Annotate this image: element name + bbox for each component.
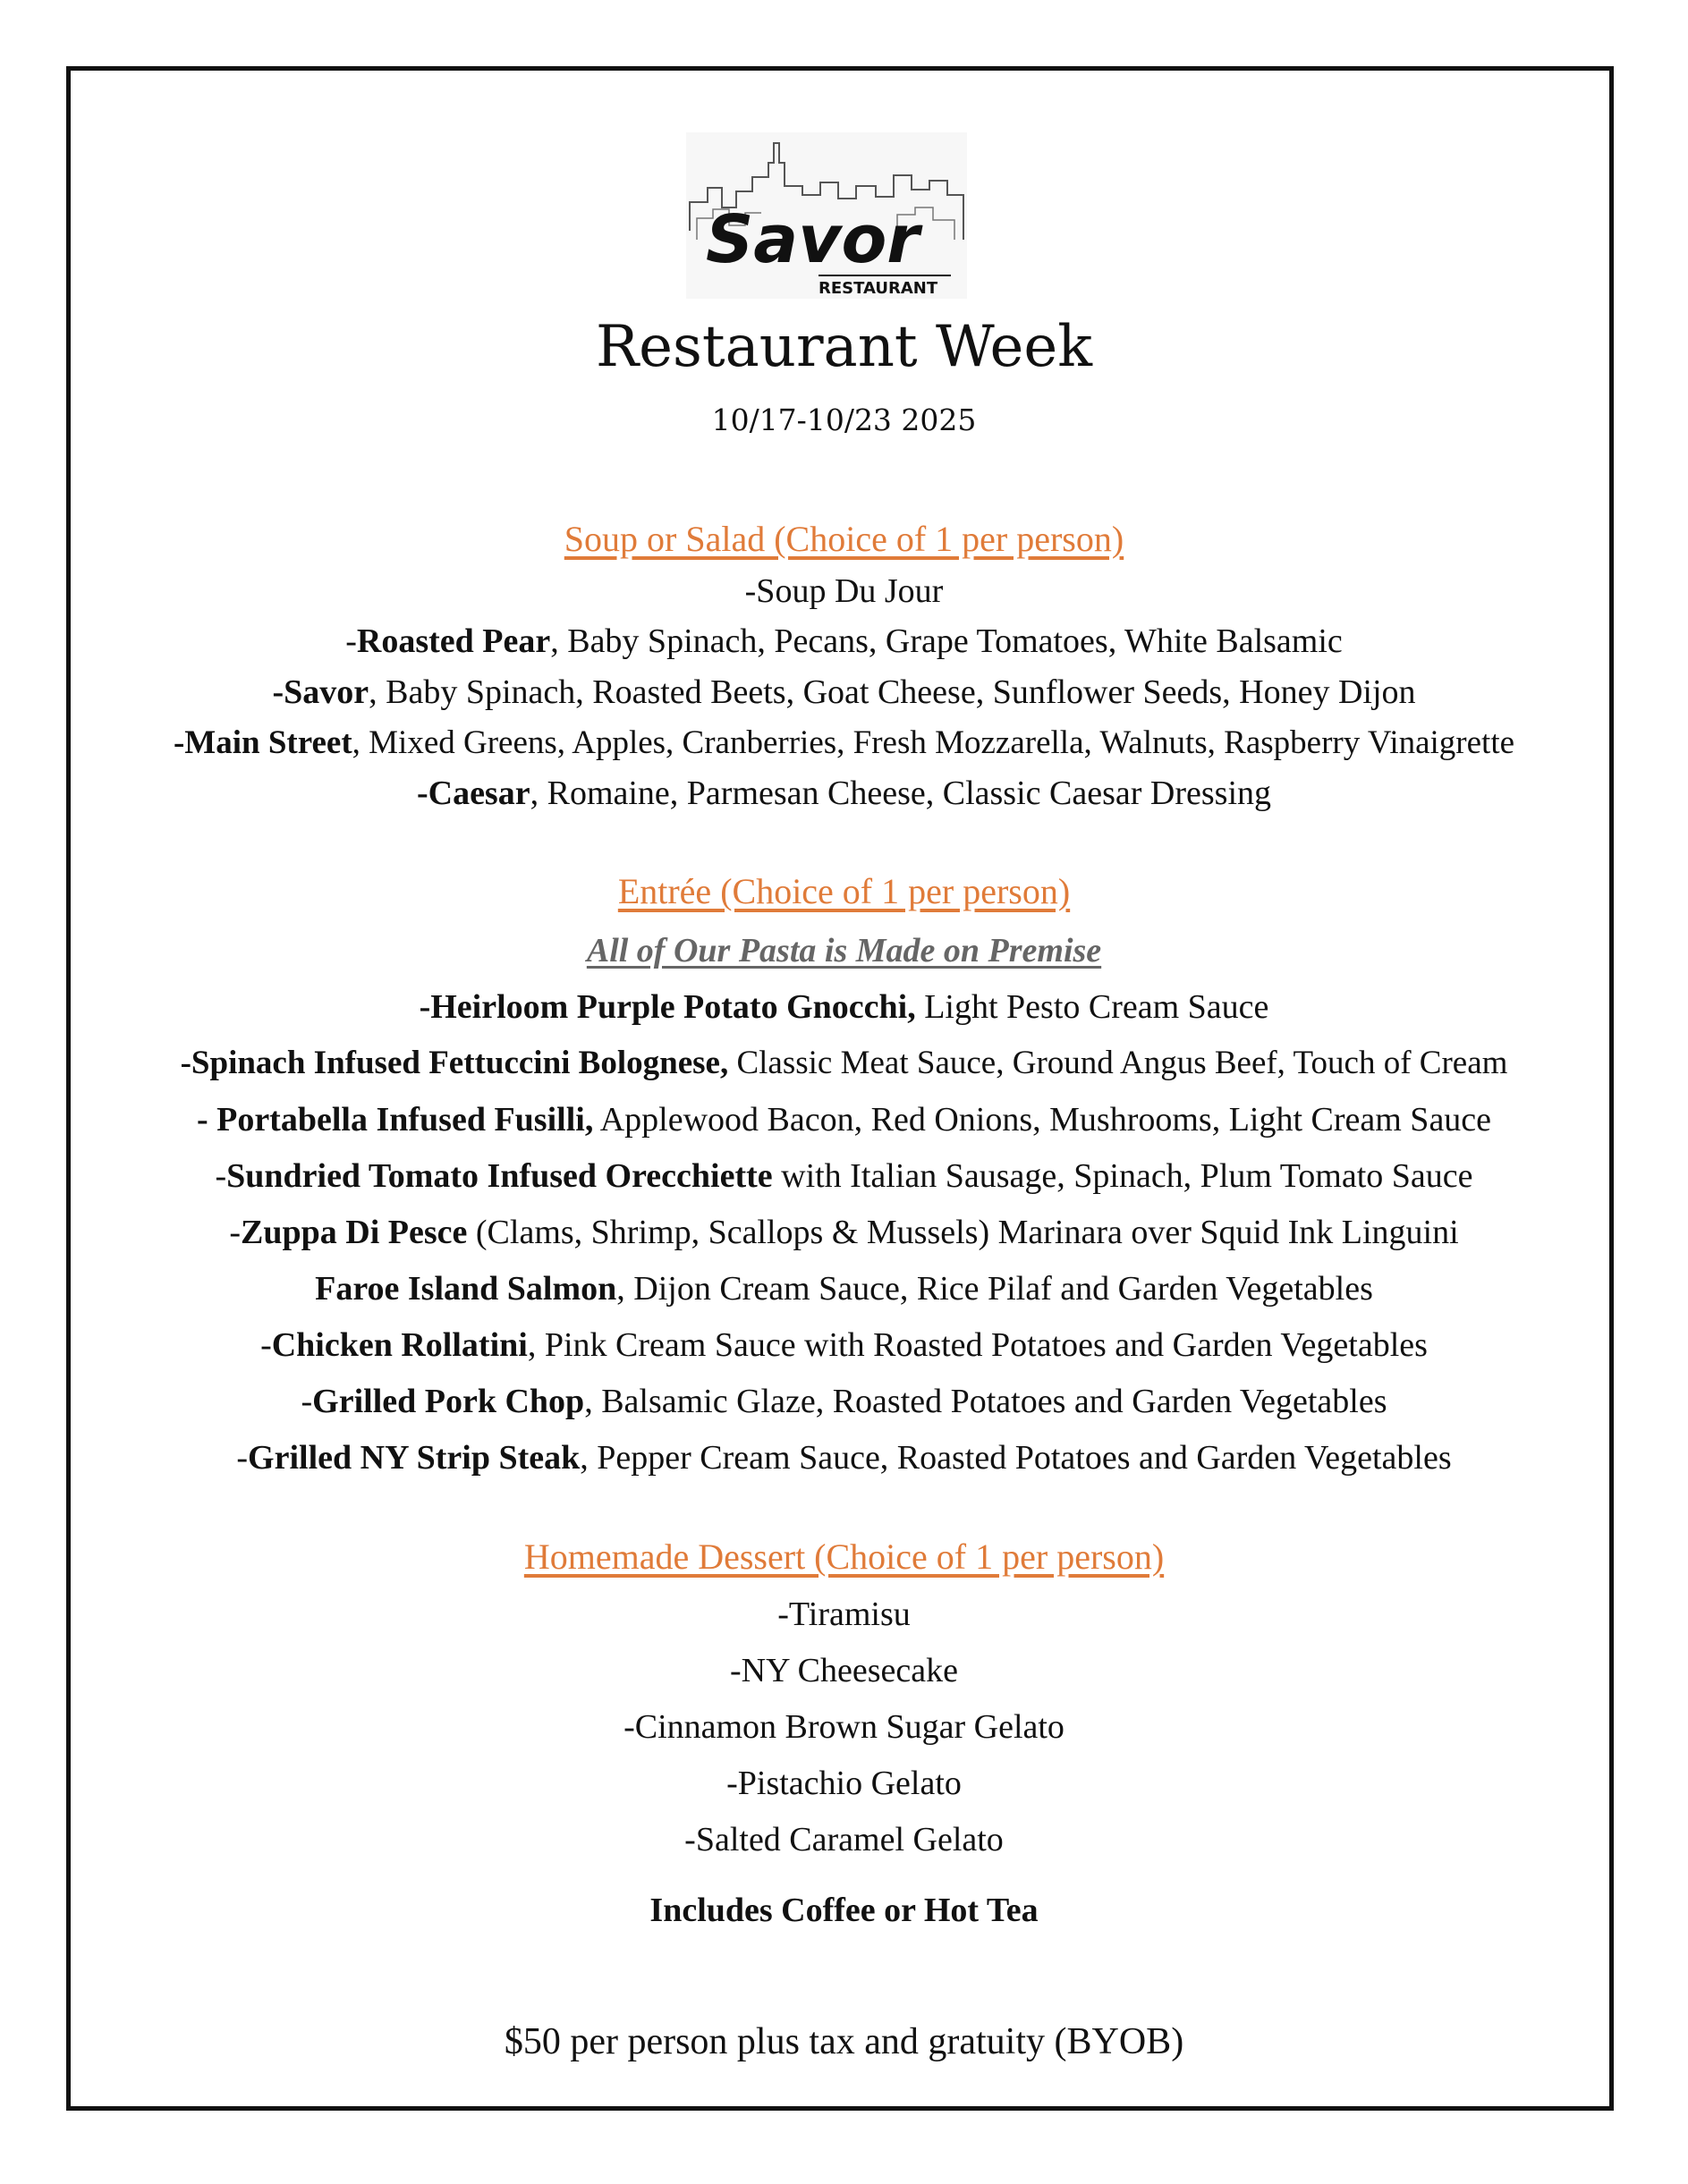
menu-item	[0, 569, 1688, 614]
price-line: $50 per person plus tax and gratuity (BYOB)	[504, 2021, 1184, 2062]
item-prefix: -Soup Du Jour	[744, 572, 944, 610]
item-desc: with Italian Sausage, Spinach, Plum Tomato Sauce	[772, 1157, 1473, 1195]
menu-item	[0, 721, 1688, 766]
logo-brand: Savor	[706, 201, 920, 278]
dessert-item: -Cinnamon Brown Sugar Gelato	[623, 1708, 1065, 1746]
menu-item	[0, 985, 1688, 1029]
item-name: -Spinach Infused Fettuccini Bolognese,	[180, 1045, 729, 1081]
item-name: Chicken Rollatini	[271, 1326, 528, 1364]
item-name: Roasted Pear	[356, 622, 551, 660]
item-desc: , Mixed Greens, Apples, Cranberries, Fresh Mozzarella, Walnuts, Raspberry Vinaigrette	[352, 724, 1515, 761]
item-desc: Applewood Bacon, Red Onions, Mushrooms, Light Cream Sauce	[593, 1101, 1492, 1139]
menu-item	[0, 1266, 1688, 1311]
menu-item	[0, 1097, 1688, 1142]
menu-item	[0, 771, 1688, 816]
soup-salad-heading: Soup or Salad (Choice of 1 per person)	[564, 519, 1124, 559]
item-prefix: -	[260, 1326, 272, 1364]
item-desc: , Baby Spinach, Roasted Beets, Goat Cheese, Sunflower Seeds, Honey Dijon	[369, 673, 1416, 711]
dessert-item: -Pistachio Gelato	[726, 1765, 962, 1802]
page-title: Restaurant Week	[595, 314, 1093, 380]
item-prefix: -	[215, 1157, 227, 1195]
dessert-item: -Salted Caramel Gelato	[684, 1821, 1004, 1858]
pasta-note: All of Our Pasta is Made on Premise	[586, 932, 1102, 969]
item-desc: , Pink Cream Sauce with Roasted Potatoes and Garden Vegetables	[527, 1326, 1428, 1364]
logo-tag: RESTAURANT	[819, 279, 938, 298]
item-desc: (Clams, Shrimp, Scallops & Mussels) Marinara over Squid Ink Linguini	[467, 1214, 1459, 1251]
item-desc: Classic Meat Sauce, Ground Angus Beef, Touch of Cream	[728, 1045, 1508, 1081]
menu-item	[0, 670, 1688, 715]
coffee-note: Includes Coffee or Hot Tea	[649, 1892, 1039, 1929]
menu-item	[0, 1379, 1688, 1424]
item-name: Zuppa Di Pesce	[241, 1214, 468, 1251]
item-desc: , Baby Spinach, Pecans, Grape Tomatoes, White Balsamic	[550, 622, 1343, 660]
menu-item	[0, 619, 1688, 664]
menu-item	[0, 1041, 1688, 1086]
menu-item	[0, 1210, 1688, 1255]
item-name: -Caesar	[416, 775, 530, 812]
item-name: Sundried Tomato Infused Orecchiette	[226, 1157, 773, 1195]
menu-item	[0, 1435, 1688, 1480]
savor-logo	[686, 132, 967, 299]
dessert-heading: Homemade Dessert (Choice of 1 per person)	[523, 1536, 1165, 1577]
item-name: - Portabella Infused Fusilli,	[196, 1101, 594, 1139]
entree-heading: Entrée (Choice of 1 per person)	[617, 871, 1071, 911]
item-desc: Light Pesto Cream Sauce	[915, 988, 1269, 1026]
item-prefix: -	[229, 1214, 242, 1251]
item-name: Grilled Pork Chop	[312, 1383, 585, 1420]
item-desc: , Romaine, Parmesan Cheese, Classic Caesar Dressing	[530, 775, 1272, 812]
item-prefix: -	[345, 622, 357, 660]
item-name: Faroe Island Salmon	[315, 1270, 617, 1308]
item-desc: , Balsamic Glaze, Roasted Potatoes and Garden Vegetables	[584, 1383, 1387, 1420]
item-name: Grilled NY Strip Steak	[248, 1439, 581, 1477]
item-prefix: -	[236, 1439, 249, 1477]
event-dates: 10/17-10/23 2025	[711, 402, 977, 437]
item-prefix: -	[301, 1383, 313, 1420]
item-desc: , Pepper Cream Sauce, Roasted Potatoes and Garden Vegetables	[580, 1439, 1452, 1477]
dessert-item: -NY Cheesecake	[730, 1652, 958, 1689]
item-name: -Savor	[272, 673, 369, 711]
item-desc: , Dijon Cream Sauce, Rice Pilaf and Garden Vegetables	[616, 1270, 1373, 1308]
item-name: -Main Street	[173, 724, 352, 761]
dessert-item: -Tiramisu	[777, 1596, 911, 1633]
menu-item	[0, 1154, 1688, 1198]
menu-item	[0, 1323, 1688, 1367]
item-name: -Heirloom Purple Potato Gnocchi,	[419, 988, 916, 1026]
